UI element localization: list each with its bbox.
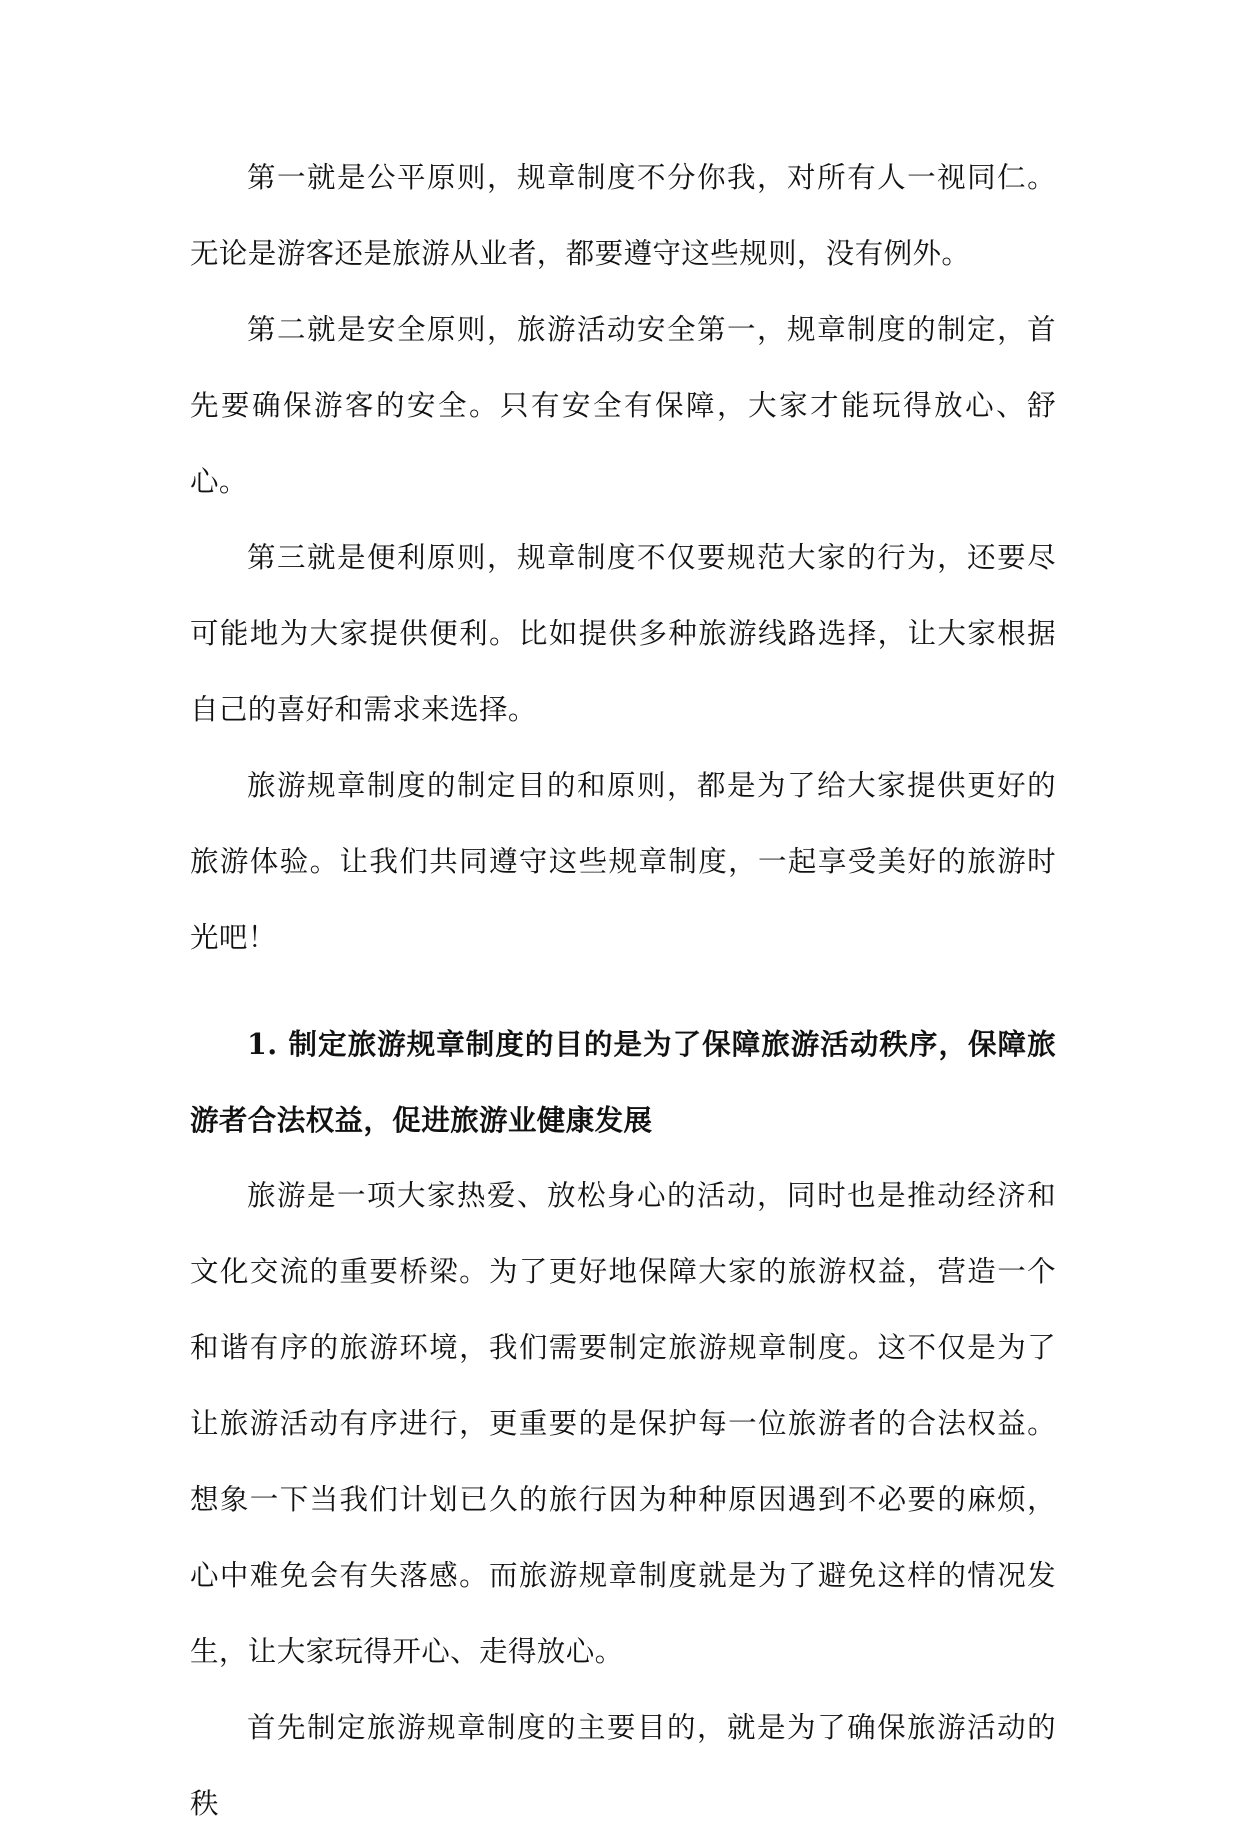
paragraph-main-purpose: 首先制定旅游规章制度的主要目的，就是为了确保旅游活动的秩 [190, 1711, 1056, 1820]
paragraph-safety-principle: 第二就是安全原则，旅游活动安全第一，规章制度的制定，首先要确保游客的安全。只有安全有保障，大家才能玩得放心、舒心。 [190, 313, 1056, 498]
paragraph-convenience-principle: 第三就是便利原则，规章制度不仅要规范大家的行为，还要尽可能地为大家提供便利。比如提供多种旅游线路选择，让大家根据自己的喜好和需求来选择。 [190, 541, 1056, 726]
document-page [190, 140, 1056, 1842]
section-heading: 1. 制定旅游规章制度的目的是为了保障旅游活动秩序，保障旅游者合法权益，促进旅游业健康发展 [190, 1027, 1056, 1137]
paragraph-tourism-intro: 旅游是一项大家热爱、放松身心的活动，同时也是推动经济和文化交流的重要桥梁。为了更好地保障大家的旅游权益，营造一个和谐有序的旅游环境，我们需要制定旅游规章制度。这不仅是为了让旅游活动有序进行，更重要的是保护每一位旅游者的合法权益。想象一下当我们计划已久的旅行因为种种原因遇到不必要的麻烦，心中难免会有失落感。而旅游规章制度就是为了避免这样的情况发生，让大家玩得开心、走得放心。 [190, 1179, 1056, 1668]
paragraph-fairness-principle: 第一就是公平原则，规章制度不分你我，对所有人一视同仁。无论是游客还是旅游从业者，都要遵守这些规则，没有例外。 [190, 161, 1056, 270]
paragraph-summary: 旅游规章制度的制定目的和原则，都是为了给大家提供更好的旅游体验。让我们共同遵守这些规章制度，一起享受美好的旅游时光吧！ [190, 769, 1056, 954]
